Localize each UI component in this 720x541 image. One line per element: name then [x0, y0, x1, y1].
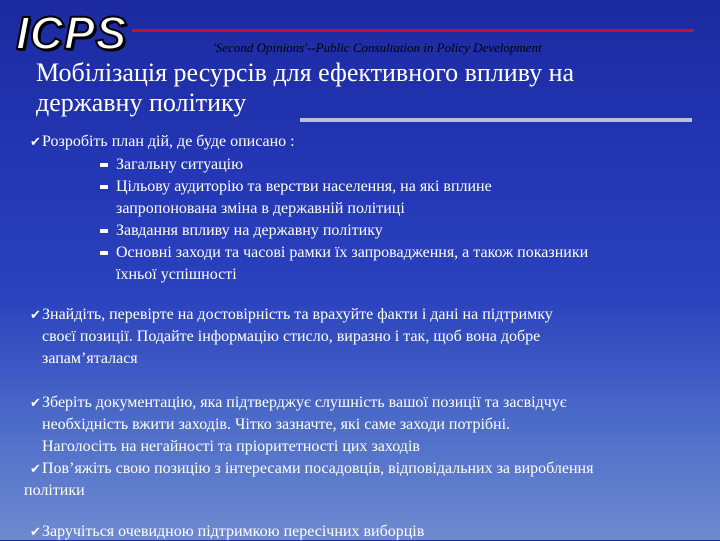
- header-rule: [132, 29, 694, 32]
- bullet-3-line-3: Наголосіть на негайності та пріоритетності цих заходів: [42, 438, 420, 455]
- bullet-5-text: Заручіться очевидною підтримкою пересічних виборців: [42, 523, 425, 540]
- bullet-4-line-2: політики: [24, 482, 85, 499]
- dash-icon: [100, 185, 108, 189]
- dash-icon: [100, 163, 108, 167]
- checkmark-icon: ✔: [30, 307, 41, 322]
- checkmark-icon: ✔: [30, 395, 41, 410]
- bullet-3-line-2: необхідність вжити заходів. Чітко зазначте, які саме заходи потрібні.: [42, 416, 511, 433]
- dash-icon: [100, 229, 108, 233]
- bullet-5: [30, 522, 424, 541]
- bullet-2-line-3: запам’яталася: [42, 350, 138, 367]
- title-underline: [300, 118, 692, 122]
- bullet-1-text: Розробіть план дій, де буде описано :: [42, 133, 295, 150]
- bullet-1: [30, 132, 295, 151]
- bullet-3-text: Зберіть документацію, яка підтверджує слушність вашої позиції та засвідчує: [42, 394, 567, 411]
- bullet-2: [30, 305, 553, 324]
- slide-title: Мобілізація ресурсів для ефективного впливу на державну політику: [36, 58, 575, 117]
- checkmark-icon: ✔: [30, 461, 41, 476]
- bullet-4: [30, 459, 593, 478]
- dash-icon: [100, 251, 108, 255]
- sub-bullet-3: Завдання впливу на державну політику: [116, 222, 383, 239]
- icps-logo: ICPS: [16, 7, 128, 59]
- bullet-4-text: Пов’яжіть свою позицію з інтересами посадовців, відповідальних за вироблення: [42, 460, 594, 477]
- sub-bullet-2: Цільову аудиторію та верстви населення, на які вплине: [116, 178, 492, 195]
- bullet-2-text: Знайдіть, перевірте на достовірність та врахуйте факти і дані на підтримку: [42, 306, 553, 323]
- checkmark-icon: ✔: [30, 524, 41, 539]
- checkmark-icon: ✔: [30, 134, 41, 149]
- header-subtitle: 'Second Opinions'--Public Consultation in Policy Development: [213, 40, 542, 55]
- sub-bullet-4-cont: їхньої успішності: [116, 266, 237, 283]
- bullet-2-line-2: своєї позиції. Подайте інформацію стисло, виразно і так, щоб вона добре: [42, 328, 541, 345]
- sub-bullet-4: Основні заходи та часові рамки їх запровадження, а також показники: [116, 244, 589, 261]
- sub-bullet-1: Загальну ситуацію: [116, 156, 244, 173]
- sub-bullet-2-cont: запропонована зміна в державній політиці: [116, 200, 405, 217]
- bullet-3: [30, 393, 567, 412]
